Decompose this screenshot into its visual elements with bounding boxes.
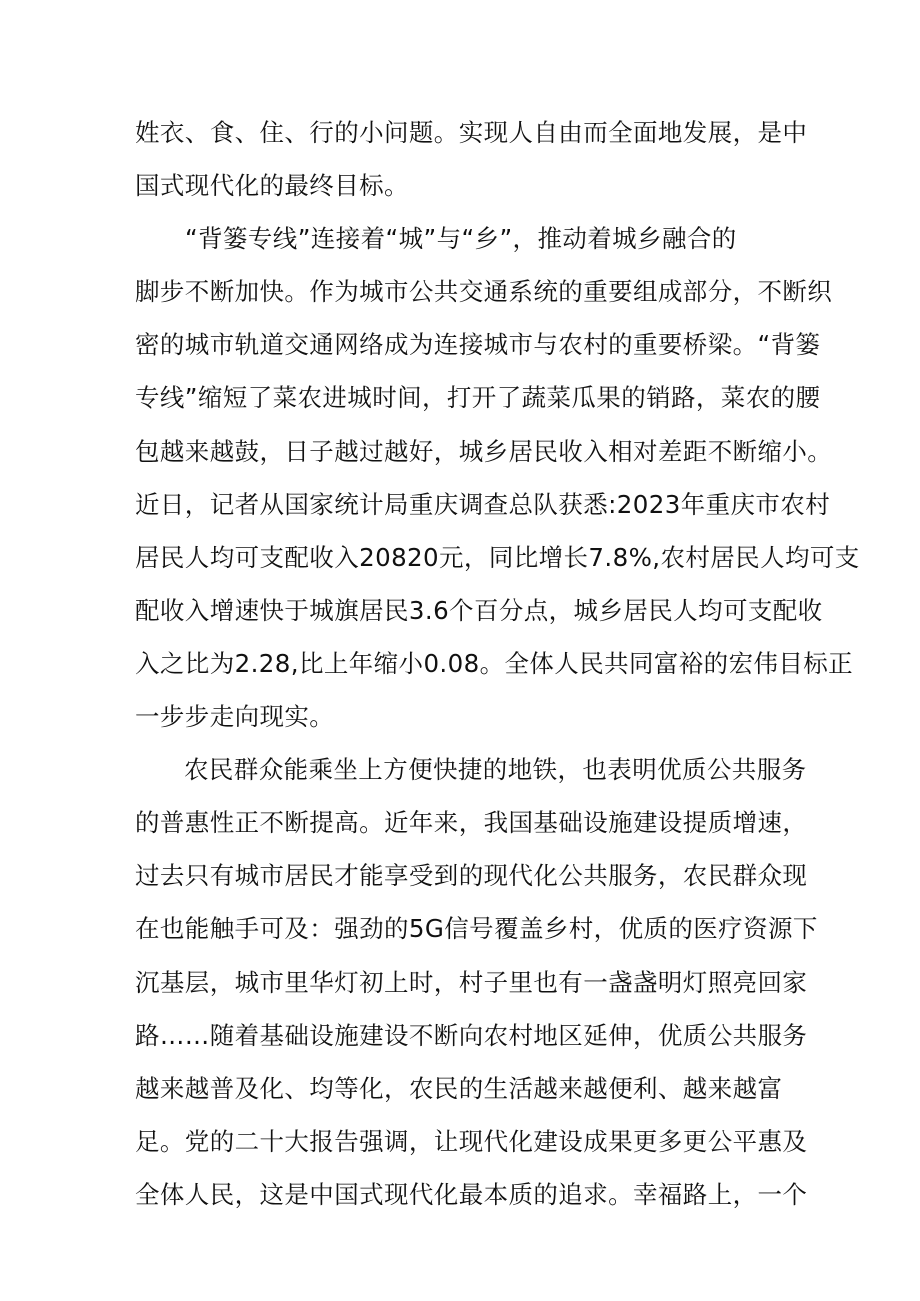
paragraph-1 <box>135 106 808 212</box>
text-line: “背篓专线”连接着“城”与“乡”，推动着城乡融合的 <box>185 224 737 254</box>
paragraph-3 <box>135 743 818 1221</box>
text-line: 全体人民，这是中国式现代化最本质的追求。幸福路上，一个 <box>135 1179 808 1209</box>
text-line: 的普惠性正不断提高。近年来，我国基础设施建设提质增速， <box>135 808 808 838</box>
text-line: 在也能触手可及：强劲的5G信号覆盖乡村，优质的医疗资源下 <box>135 914 818 944</box>
text-line: 过去只有城市居民才能享受到的现代化公共服务，农民群众现 <box>135 861 808 891</box>
text-line: 入之比为2.28,比上年缩小0.08。全体人民共同富裕的宏伟目标正 <box>135 648 854 678</box>
text-line: 足。党的二十大报告强调，让现代化建设成果更多更公平惠及 <box>135 1126 808 1156</box>
document-body <box>135 106 860 1221</box>
text-line: 近日，记者从国家统计局重庆调查总队获悉:2023年重庆市农村 <box>135 489 831 519</box>
text-line: 脚步不断加快。作为城市公共交通系统的重要组成部分，不断织 <box>135 277 833 307</box>
paragraph-2 <box>135 212 860 743</box>
text-line: 路……随着基础设施建设不断向农村地区延伸，优质公共服务 <box>135 1020 808 1050</box>
text-line: 居民人均可支配收入20820元，同比增长7.8%,农村居民人均可支 <box>135 542 860 572</box>
text-line: 包越来越鼓，日子越过越好，城乡居民收入相对差距不断缩小。 <box>135 436 833 466</box>
text-line: 密的城市轨道交通网络成为连接城市与农村的重要桥梁。“背篓 <box>135 330 821 360</box>
text-line: 越来越普及化、均等化，农民的生活越来越便利、越来越富 <box>135 1073 783 1103</box>
text-line: 沉基层，城市里华灯初上时，村子里也有一盏盏明灯照亮回家 <box>135 967 808 997</box>
text-line: 专线”缩短了菜农进城时间，打开了蔬菜瓜果的销路，菜农的腰 <box>135 383 821 413</box>
text-line: 国式现代化的最终目标。 <box>135 171 409 201</box>
text-line: 姓衣、食、住、行的小问题。实现人自由而全面地发展，是中 <box>135 118 808 147</box>
text-line: 配收入增速快于城旗居民3.6个百分点，城乡居民人均可支配收 <box>135 595 823 625</box>
text-line: 一步步走向现实。 <box>135 702 335 732</box>
text-line: 农民群众能乘坐上方便快捷的地铁，也表明优质公共服务 <box>184 755 807 785</box>
